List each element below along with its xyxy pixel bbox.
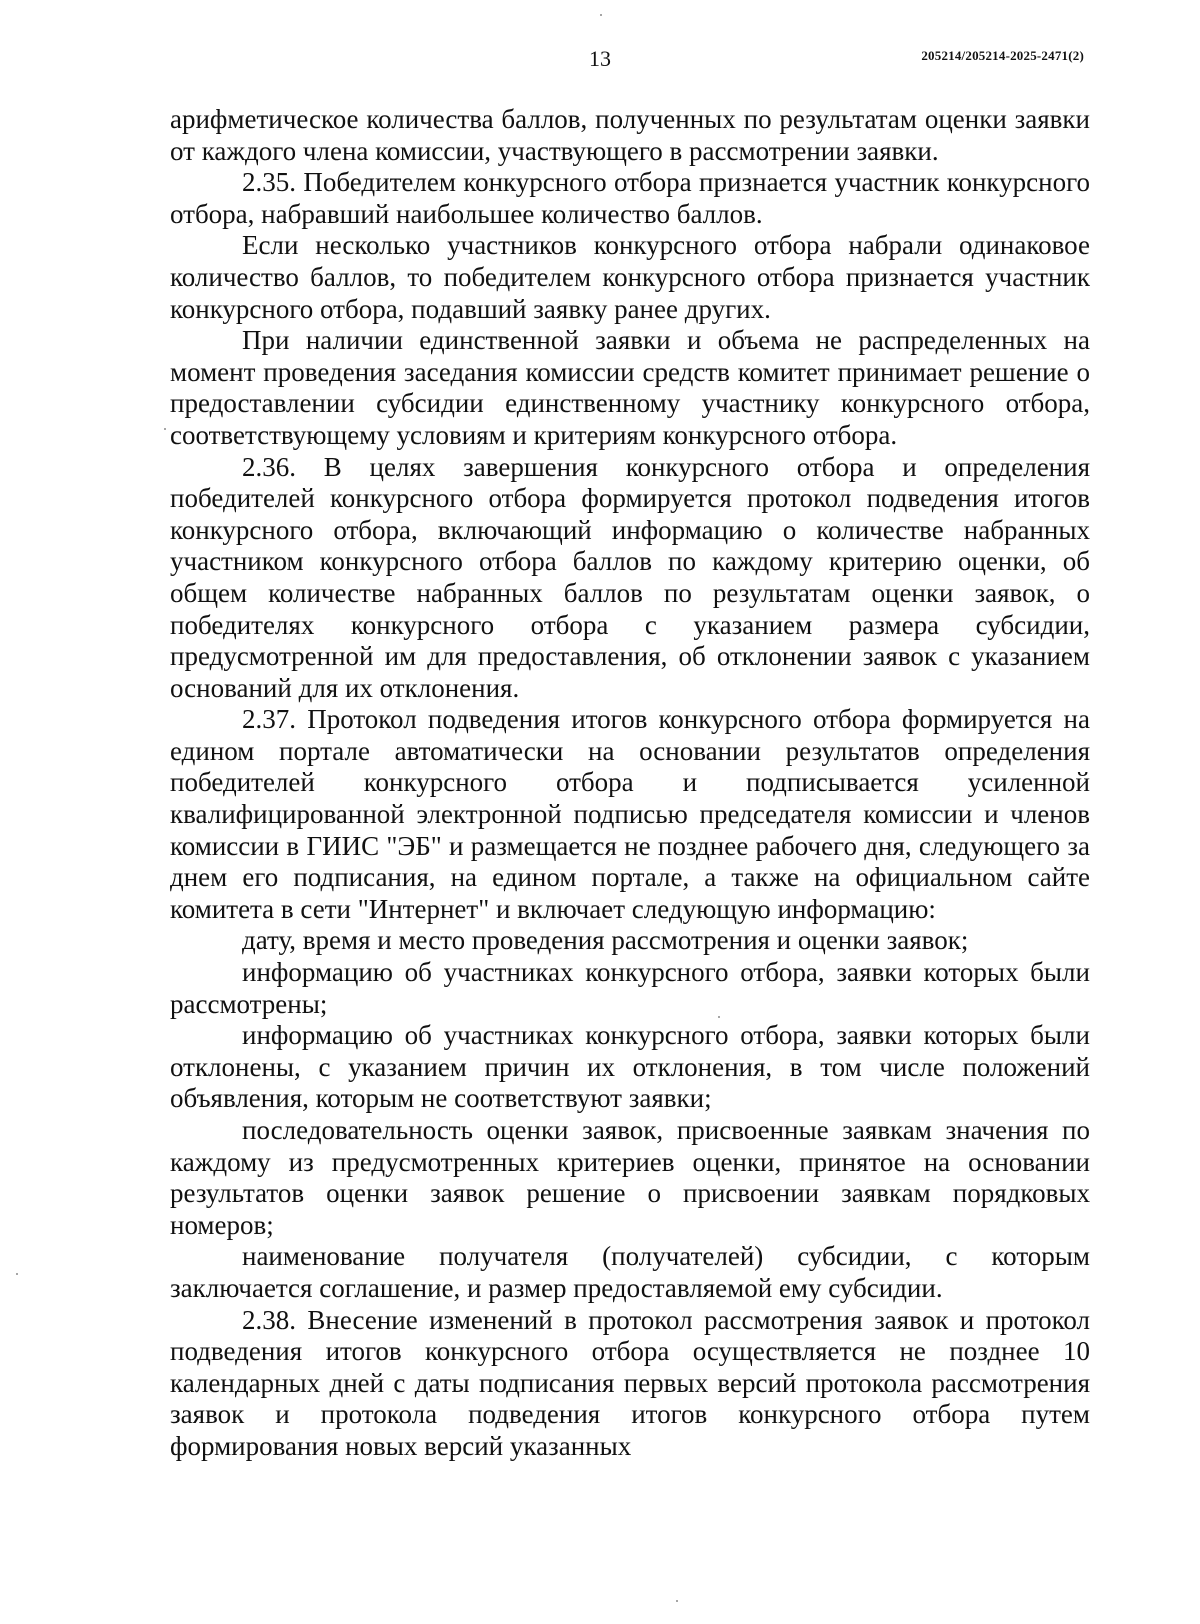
list-item-reviewed-participants: информацию об участниках конкурсного отбора, заявки которых были рассмотрены;	[170, 957, 1090, 1019]
paragraph-continuation: арифметическое количества баллов, полученных по результатам оценки заявки от каждого члена комиссии, участвующего в рассмотрении заявки.	[170, 104, 1090, 166]
paragraph-single-application: При наличии единственной заявки и объема не распределенных на момент проведения заседания комиссии средств комитет принимает решение о предоставлении субсидии единственному участнику конкурсного отбора, соответствующему условиям и критериям конкурсного отбора.	[170, 325, 1090, 450]
document-id: 205214/205214-2025-2471(2)	[921, 48, 1084, 63]
paragraph-2-38: 2.38. Внесение изменений в протокол рассмотрения заявок и протокол подведения итогов конкурсного отбора осуществляется не позднее 10 календарных дней с даты подписания первых версий протокола рассмотрения заявок и протокола подведения итогов конкурсного отбора путем формирования новых версий указанных	[170, 1304, 1090, 1461]
list-item-evaluation-sequence: последовательность оценки заявок, присвоенные заявкам значения по каждому из предусмотренных критериев оценки, принятое на основании результатов оценки заявок решение о присвоении заявкам порядковых номеров;	[170, 1115, 1090, 1240]
scan-speck	[16, 1273, 18, 1275]
paragraph-tie-rule: Если несколько участников конкурсного отбора набрали одинаковое количество баллов, то победителем конкурсного отбора признается участник конкурсного отбора, подавший заявку ранее других.	[170, 230, 1090, 324]
scan-speck	[164, 428, 166, 430]
scan-speck	[600, 14, 602, 16]
document-body	[170, 104, 1090, 1463]
paragraph-2-35: 2.35. Победителем конкурсного отбора признается участник конкурсного отбора, набравший наибольшее количество баллов.	[170, 167, 1090, 229]
page-number: 13	[589, 46, 611, 71]
paragraph-2-36: 2.36. В целях завершения конкурсного отбора и определения победителей конкурсного отбора формируется протокол подведения итогов конкурсного отбора, включающий информацию о количестве набранных участником конкурсного отбора баллов по каждому критерию оценки, об общем количестве набранных баллов по результатам оценки заявок, о победителях конкурсного отбора с указанием размера субсидии, предусмотренной им для предоставления, об отклонении заявок с указанием оснований для их отклонения.	[170, 451, 1090, 703]
scan-speck	[676, 1600, 678, 1602]
list-item-date-time-place: дату, время и место проведения рассмотрения и оценки заявок;	[242, 925, 969, 956]
scan-speck	[718, 1016, 720, 1018]
list-item-rejected-participants: информацию об участниках конкурсного отбора, заявки которых были отклонены, с указанием причин их отклонения, в том числе положений объявления, которым не соответствуют заявки;	[170, 1020, 1090, 1114]
paragraph-2-37: 2.37. Протокол подведения итогов конкурсного отбора формируется на едином портале автоматически на основании результатов определения победителей конкурсного отбора и подписывается усиленной квалифицированной электронной подписью председателя комиссии и членов комиссии в ГИИС "ЭБ" и размещается не позднее рабочего дня, следующего за днем его подписания, на едином портале, а также на официальном сайте комитета в сети "Интернет" и включает следующую информацию:	[170, 704, 1090, 924]
list-item-recipient-name: наименование получателя (получателей) субсидии, с которым заключается соглашение, и размер предоставляемой ему субсидии.	[170, 1241, 1090, 1303]
